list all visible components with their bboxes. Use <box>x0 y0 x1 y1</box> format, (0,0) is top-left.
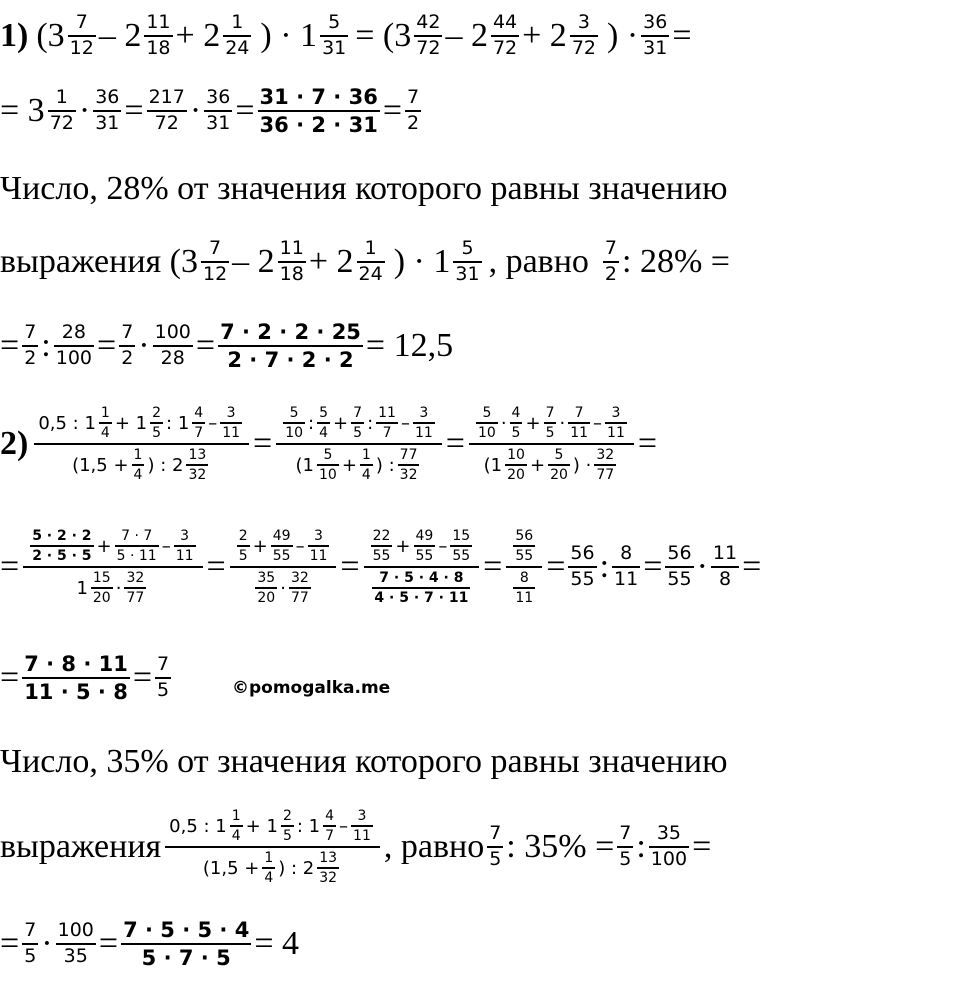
frac: 7 2 <box>604 237 618 285</box>
p2-line-c: = 7 · 8 · 11 11 · 5 · 8 = 7 5 <box>0 652 170 705</box>
complex-fraction: 22 55 + 49 55 – 15 55 7 · 5 · 4 · 8 4 · 5 · 7 · 11 <box>364 528 480 606</box>
frac: 28 100 <box>55 321 92 370</box>
op: : <box>41 327 51 365</box>
result: = 4 <box>254 925 299 963</box>
result: = 12,5 <box>365 327 454 365</box>
p1-line1 <box>0 12 692 60</box>
op: · <box>189 92 202 130</box>
op: = 3 <box>0 92 45 130</box>
frac: 217 72 <box>148 86 185 135</box>
part1-label: 1) <box>0 16 29 54</box>
watermark: ©pomogalka.me <box>232 678 391 698</box>
p2-line-a: 2) 0,5 : 1 1 4 + 1 2 5 : 1 4 7 – 3 11 (1,5 + 1 4 ) : 2 13 32 = 5 10 : 5 4 + 7 5 : 11 7 – 3 11 (1 5 10 + 1 4 ) : 77 32 = 5 10 · 4 5 + 7 5 · 7 11 – 3 11 (1 10 20 + 5 20 ) · 32 77 = <box>0 405 658 484</box>
op: = <box>672 16 692 54</box>
complex-fraction: 0,5 : 1 1 4 + 1 2 5 : 1 4 7 – 3 11 (1,5 + 1 4 ) : 2 13 32 <box>165 808 380 886</box>
op: = <box>195 327 216 365</box>
frac: 11 18 <box>279 237 304 285</box>
frac: 56 55 <box>667 542 692 591</box>
text: выражения (3 <box>0 242 198 280</box>
complex-fraction: 56 55 8 11 <box>506 528 542 606</box>
op: + 2 <box>308 242 354 280</box>
frac: 3 72 <box>571 11 596 59</box>
frac: 7 · 8 · 11 11 · 5 · 8 <box>24 652 128 705</box>
frac: 7 5 <box>157 653 170 702</box>
p1-line2 <box>0 85 424 137</box>
op: = <box>235 92 255 130</box>
frac: 7 5 <box>24 919 37 968</box>
frac: 7 2 <box>407 86 420 135</box>
op: – 2 <box>232 242 275 280</box>
frac: 11 18 <box>146 11 171 59</box>
p2-text2: выражения 0,5 : 1 1 4 + 1 2 5 : 1 4 7 – 3 11 (1,5 + 1 4 ) : 2 13 32 , равно 7 5 : 35% = 7 5 : 35 100 = <box>0 808 712 887</box>
op: = <box>124 92 144 130</box>
frac: 7 · 5 · 5 · 4 5 · 7 · 5 <box>123 918 250 971</box>
frac: 7 2 <box>24 321 37 370</box>
frac: 1 72 <box>49 86 74 135</box>
text: , равно <box>488 242 589 280</box>
complex-fraction: 5 10 · 4 5 + 7 5 · 7 11 – 3 11 (1 10 20 + 5 20 ) · 32 77 <box>469 405 634 483</box>
frac: 7 5 <box>489 822 502 871</box>
p2-text1: Число, 35% от значения которого равны значению <box>0 743 728 780</box>
op: = <box>97 327 117 365</box>
op: = <box>382 92 402 130</box>
frac: 100 28 <box>154 321 191 370</box>
lp: (3 <box>36 16 65 54</box>
p1-text1: Число, 28% от значения которого равны значению <box>0 170 728 207</box>
text: : 28% = <box>622 242 730 280</box>
part2-label: 2) <box>0 425 29 463</box>
frac: 7 2 <box>121 321 134 370</box>
op: ) · <box>607 16 639 54</box>
frac: 35 100 <box>650 822 688 871</box>
op: · <box>78 92 91 130</box>
op: = <box>0 327 20 365</box>
frac: 7 12 <box>202 237 228 285</box>
complex-fraction: 2 5 + 49 55 – 3 11 35 20 · 32 77 <box>230 528 337 606</box>
complex-fraction: 5 · 2 · 2 2 · 5 · 5 + 7 · 7 5 · 11 – 3 11 1 15 20 · 32 77 <box>23 528 202 606</box>
p1-text2 <box>0 238 730 286</box>
frac: 31 · 7 · 36 36 · 2 · 31 <box>259 85 378 138</box>
frac: 1 24 <box>225 11 250 59</box>
op: · <box>138 327 150 365</box>
p2-final: = 7 5 · 100 35 = 7 · 5 · 5 · 4 5 · 7 · 5 = 4 <box>0 918 299 971</box>
frac: 1 24 <box>358 237 383 285</box>
op: – 2 <box>445 16 488 54</box>
op: – 2 <box>98 16 142 54</box>
frac: 11 8 <box>712 542 738 591</box>
op: + 2 <box>175 16 221 54</box>
op: ) · 1 <box>393 242 451 280</box>
frac: 44 72 <box>492 11 518 59</box>
frac: 7 · 2 · 2 · 25 2 · 7 · 2 · 2 <box>220 320 361 373</box>
complex-fraction: 0,5 : 1 1 4 + 1 2 5 : 1 4 7 – 3 11 (1,5 + 1 4 ) : 2 13 32 <box>34 405 249 483</box>
frac: 7 12 <box>69 11 94 59</box>
frac: 5 31 <box>455 237 480 285</box>
frac: 56 55 <box>570 542 595 591</box>
op: + 2 <box>522 16 567 54</box>
complex-fraction: 5 10 : 5 4 + 7 5 : 11 7 – 3 11 (1 5 10 + 1 4 ) : 77 32 <box>276 405 442 483</box>
op: = (3 <box>355 16 412 54</box>
frac: 42 72 <box>416 11 441 59</box>
frac: 7 5 <box>619 822 632 871</box>
frac: 36 31 <box>206 86 231 135</box>
p2-line-b: = 5 · 2 · 2 2 · 5 · 5 + 7 · 7 5 · 11 – 3 11 1 15 20 · 32 77 = 2 5 + 49 55 – 3 11 35 20 · 32 77 = 22 55 + 49 55 – 15 55 7 · 5 · 4 · 8 4 · 5 · 7 · 11 = 56 55 8 11 = 56 55 : 8 11 = 56 55 · 11 8 = <box>0 528 762 607</box>
p1-line3 <box>0 320 453 372</box>
frac: 100 35 <box>57 919 94 968</box>
frac: 36 31 <box>643 11 668 59</box>
frac: 8 11 <box>614 542 639 591</box>
frac: 36 31 <box>95 86 120 135</box>
op: ) · 1 <box>260 16 318 54</box>
frac: 5 31 <box>322 11 347 59</box>
